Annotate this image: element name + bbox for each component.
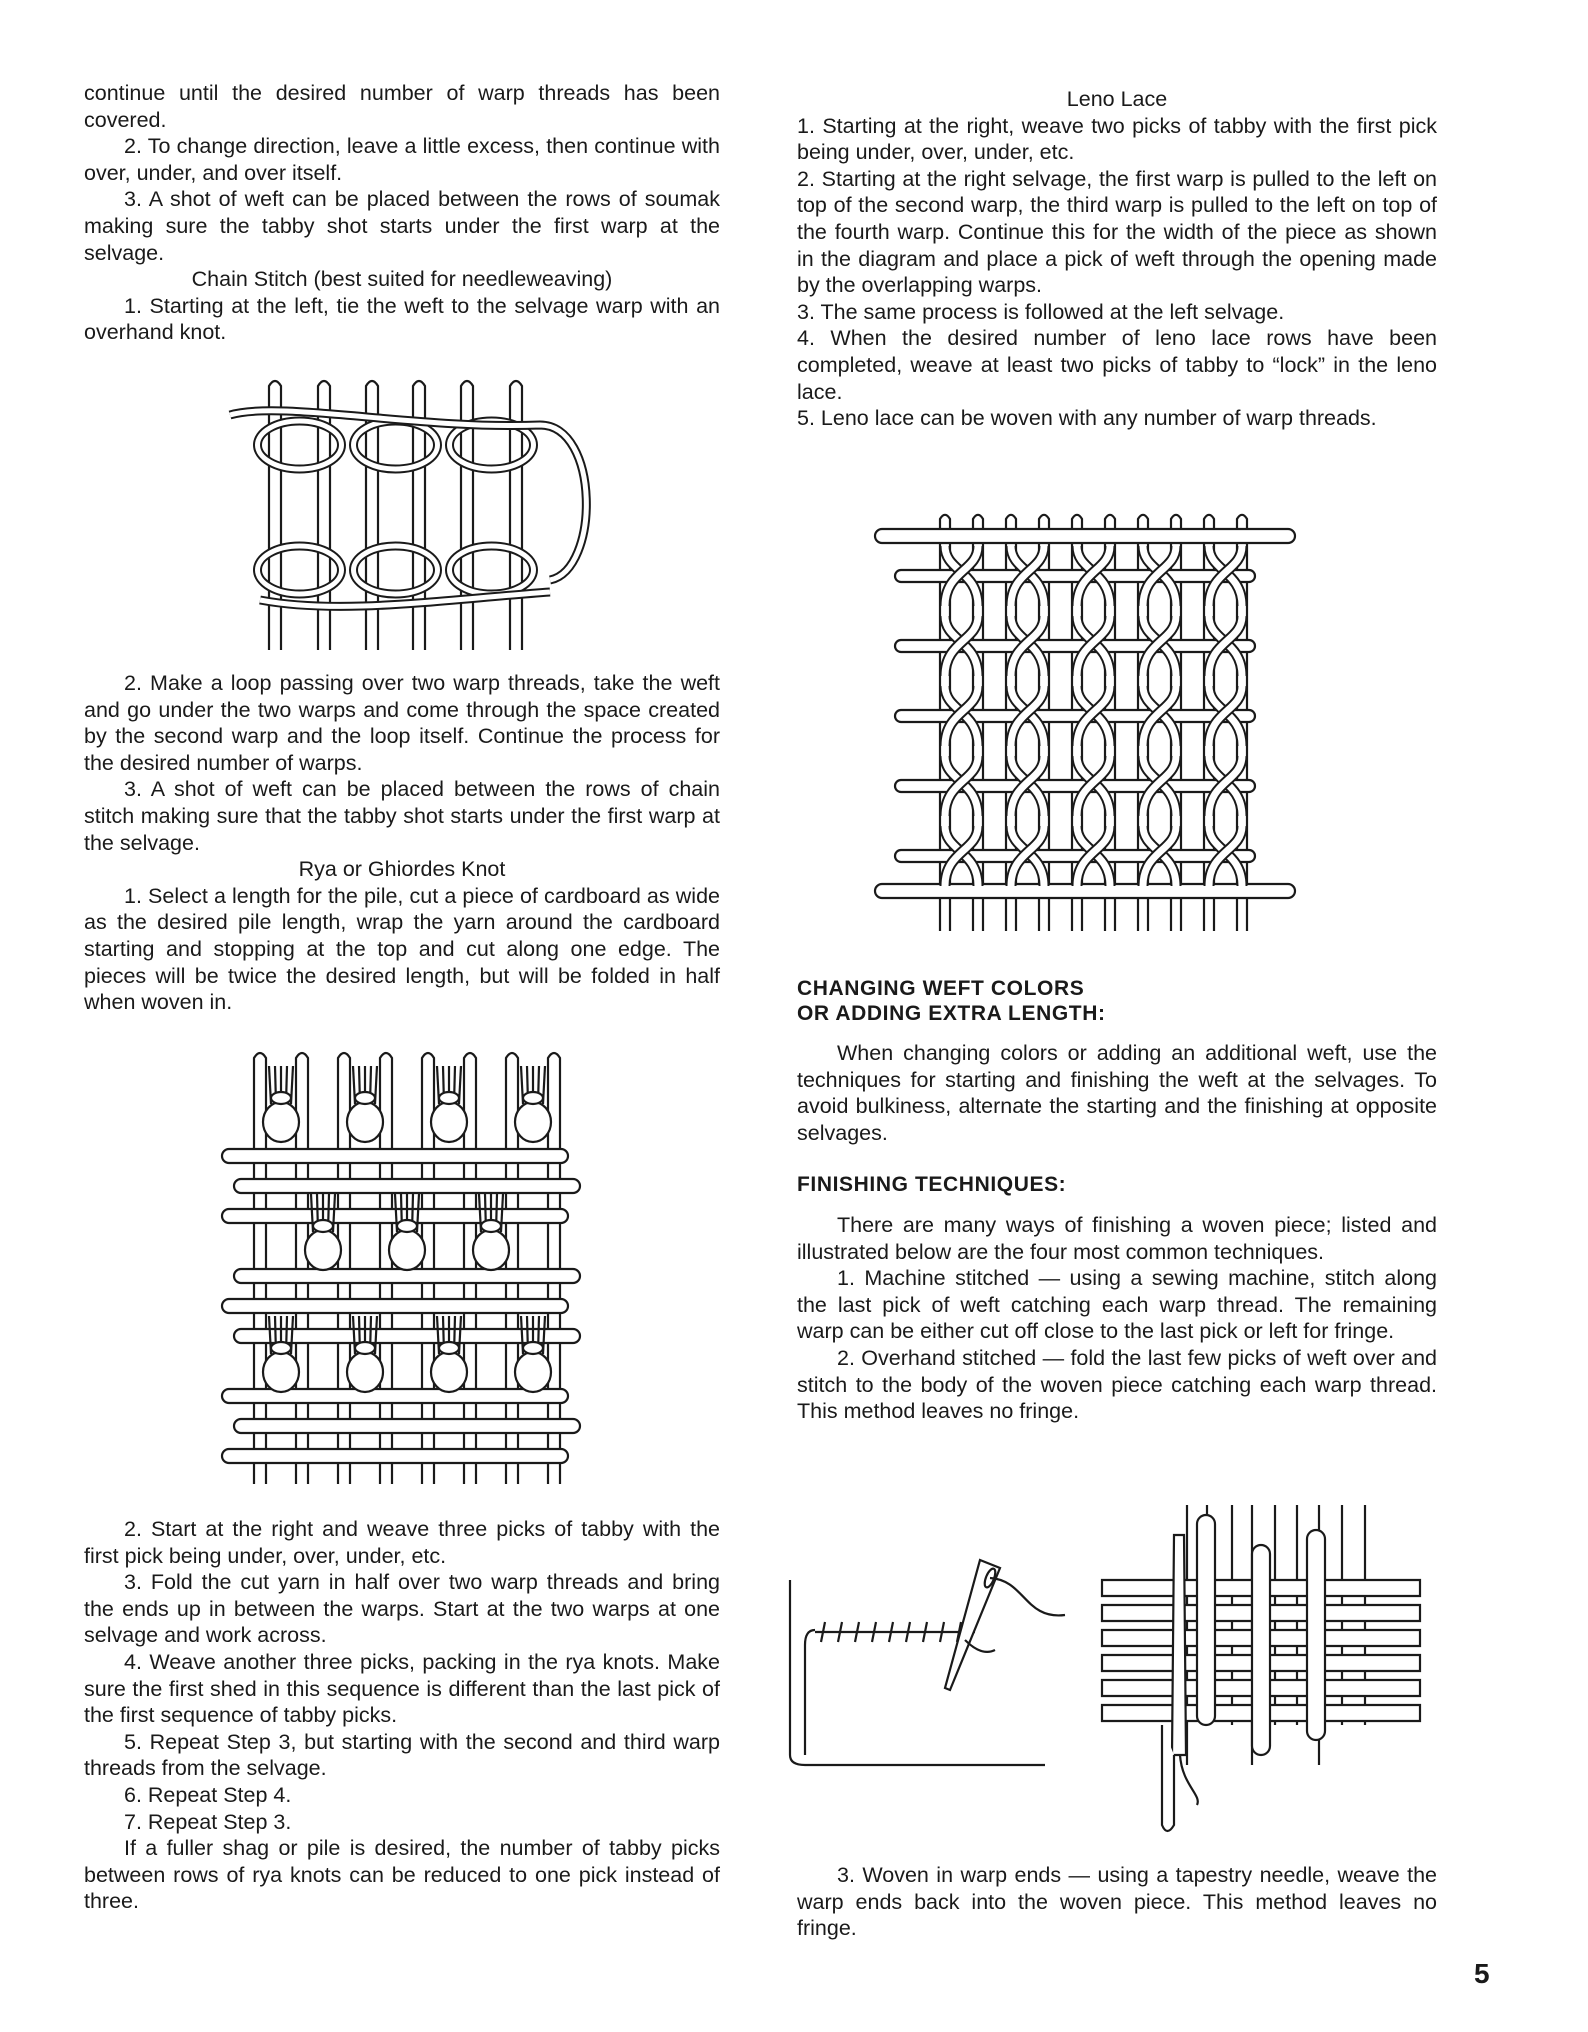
paragraph: 4. When the desired number of leno lace rows have been completed, weave at least two picks of tabby to “lock” in the leno lace.	[797, 326, 1437, 404]
paragraph: If a fuller shag or pile is desired, the number of tabby picks between rows of rya knots can be reduced to one pick instead of three.	[84, 1836, 720, 1914]
thread	[990, 1578, 1065, 1615]
rya-knot	[347, 1352, 383, 1392]
paragraph: 2. Make a loop passing over two warp threads, take the weft and go under the two warps and come through the space created by the second warp and the loop itself. Continue the process for the desired number of warps.	[84, 671, 720, 775]
knot-tie	[523, 1092, 543, 1104]
knot-tie	[355, 1092, 375, 1104]
paragraph: 3. A shot of weft can be placed between the rows of soumak making sure the tabby shot starts under the first warp at the selvage.	[84, 187, 720, 265]
paragraph: 3. A shot of weft can be placed between the rows of chain stitch making sure that the tabby shot starts under the first warp at the selvage.	[84, 777, 720, 855]
rya-knot	[473, 1230, 509, 1270]
paragraph: 3. The same process is followed at the left selvage.	[797, 299, 1285, 324]
knot-tie	[271, 1092, 291, 1104]
tapestry-needle-icon	[1172, 1535, 1186, 1755]
chain-stitch-heading: Chain Stitch (best suited for needleweaving)	[191, 267, 613, 292]
paragraph: 1. Select a length for the pile, cut a piece of cardboard as wide as the desired pile length, wrap the yarn around the cardboard starting and stopping at the top and cut along one edge. The pieces will be twice the desired length, but will be folded in half when woven in.	[84, 883, 720, 1015]
rya-knot-illustration	[220, 1044, 590, 1489]
heading-line: OR ADDING EXTRA LENGTH:	[797, 1002, 1106, 1025]
paragraph: 2. Starting at the right selvage, the first warp is pulled to the left on top of the second warp, the third warp is pulled to the left on top of the fourth warp. Continue this for the width of the piece as shown in the diagram and place a pick of weft through the opening made by the overlapping warps.	[797, 166, 1437, 298]
rya-knot	[431, 1102, 467, 1142]
knot-tie	[397, 1220, 417, 1232]
rya-knot	[305, 1230, 341, 1270]
knot-tie	[313, 1220, 333, 1232]
paragraph: 6. Repeat Step 4.	[124, 1782, 292, 1807]
weft-pick	[222, 1149, 568, 1163]
paragraph: 1. Starting at the left, tie the weft to the selvage warp with an overhand knot.	[84, 293, 720, 345]
warp-end	[1197, 1515, 1215, 1725]
knot-tie	[439, 1092, 459, 1104]
thread	[1180, 1755, 1198, 1805]
finishing-techniques-heading: FINISHING TECHNIQUES:	[797, 1173, 1067, 1196]
page-number: 5	[1474, 1958, 1490, 1989]
chain-stitch-steps	[84, 670, 720, 1016]
chain-stitch-illustration	[220, 370, 580, 660]
rya-steps	[84, 1516, 720, 1915]
weft-pick	[222, 1299, 568, 1313]
needle-icon	[945, 1560, 1000, 1690]
rya-knot	[263, 1352, 299, 1392]
warp-end	[1307, 1530, 1325, 1740]
warp-end	[1252, 1545, 1270, 1755]
rya-heading: Rya or Ghiordes Knot	[298, 857, 506, 882]
paragraph: 1. Machine stitched — using a sewing machine, stitch along the last pick of weft catching each warp thread. The remaining warp can be either cut off close to the last pick or left for fringe.	[797, 1266, 1437, 1344]
paragraph: 4. Weave another three picks, packing in the rya knots. Make sure the first shed in this sequence is different than the last pick of the first sequence of tabby picks.	[84, 1649, 720, 1728]
weft-pick	[875, 529, 1295, 543]
weft-pick	[234, 1179, 580, 1193]
knot-tie	[439, 1342, 459, 1354]
rya-knot	[431, 1352, 467, 1392]
knot-tie	[523, 1342, 543, 1354]
rya-knot	[263, 1102, 299, 1142]
paragraph: 2. Start at the right and weave three picks of tabby with the first pick being under, over, under, etc.	[84, 1517, 720, 1568]
weft-pick	[875, 884, 1295, 898]
rya-knot	[347, 1102, 383, 1142]
heading-line: CHANGING WEFT COLORS	[797, 977, 1085, 1000]
woven-warp-ends-illustration	[1102, 1505, 1422, 1840]
paragraph: 1. Starting at the right, weave two picks of tabby with the first pick being under, over, under, etc.	[797, 113, 1437, 165]
paragraph: 5. Repeat Step 3, but starting with the second and third warp threads from the selvage.	[84, 1729, 720, 1781]
finishing-step3	[797, 1862, 1437, 1942]
paragraph: 5. Leno lace can be woven with any number of warp threads.	[797, 406, 1377, 431]
paragraph: 2. Overhand stitched — fold the last few picks of weft over and stitch to the body of the woven piece catching each warp thread. This method leaves no fringe.	[797, 1345, 1437, 1424]
weft-pick	[222, 1449, 568, 1463]
fabric-fold	[805, 1630, 815, 1755]
rya-knot	[515, 1352, 551, 1392]
knot-tie	[481, 1220, 501, 1232]
paragraph: 2. To change direction, leave a little excess, then continue with over, under, and over itself.	[84, 134, 720, 185]
paragraph: 3. Fold the cut yarn in half over two warp threads and bring the ends up in between the warps. Start at the two warps at one selvage and work across.	[84, 1570, 720, 1648]
paragraph: 7. Repeat Step 3.	[124, 1809, 292, 1834]
paragraph: When changing colors or adding an additional weft, use the techniques for starting and finishing the weft at the selvages. To avoid bulkiness, alternate the starting and the finishing at opposite selvages.	[797, 1041, 1437, 1145]
machine-stitched-illustration	[785, 1560, 1085, 1775]
changing-weft-body	[797, 1040, 1437, 1146]
finishing-techniques-body	[797, 1212, 1437, 1425]
leno-lace-illustration	[875, 506, 1325, 941]
paragraph: 3. Woven in warp ends — using a tapestry needle, weave the warp ends back into the woven piece. This method leaves no fringe.	[797, 1863, 1437, 1941]
paragraph: continue until the desired number of warp threads has been covered.	[84, 81, 720, 132]
soumak-continuation	[84, 80, 720, 346]
rya-knot	[389, 1230, 425, 1270]
rya-knot	[515, 1102, 551, 1142]
knot-tie	[355, 1342, 375, 1354]
leno-lace-heading: Leno Lace	[1066, 87, 1168, 111]
leno-lace-section	[797, 86, 1437, 432]
weft-pick	[234, 1419, 580, 1433]
knot-tie	[271, 1342, 291, 1354]
paragraph: There are many ways of finishing a woven piece; listed and illustrated below are the four most common techniques.	[797, 1213, 1437, 1264]
fabric-edge	[790, 1580, 1045, 1765]
changing-weft-heading	[797, 976, 1437, 1026]
